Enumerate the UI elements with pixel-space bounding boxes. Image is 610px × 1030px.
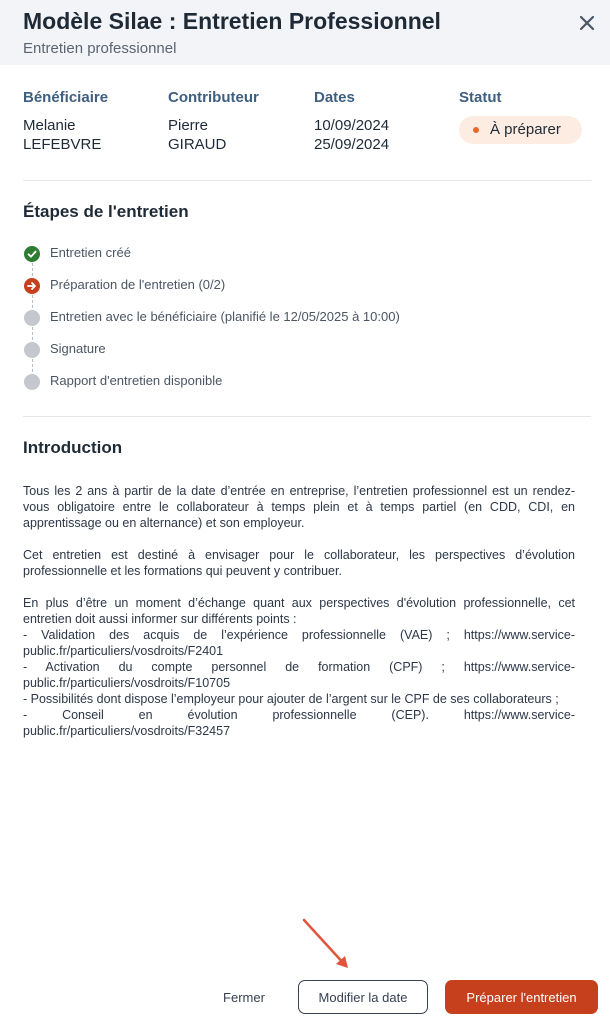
timeline-connector <box>32 295 33 308</box>
intro-paragraph <box>23 595 575 739</box>
interview-info <box>23 89 593 159</box>
step-item <box>23 308 583 328</box>
timeline-connector <box>32 327 33 340</box>
beneficiary-label: Bénéficiaire <box>23 89 109 106</box>
dialog-title: Modèle Silae : Entretien Professionnel <box>23 8 441 34</box>
step-label: Rapport d'entretien disponible <box>50 373 223 388</box>
date-start: 10/09/2024 <box>314 117 390 134</box>
dates-column <box>314 89 454 154</box>
modify-date-button[interactable]: Modifier la date <box>298 980 428 1014</box>
dates-label: Dates <box>314 89 355 106</box>
intro-list-item: - Possibilités dont dispose l’employeur pour ajouter de l’argent sur le CPF de ses collaborateurs ; <box>23 692 559 706</box>
beneficiary-first-name: Melanie <box>23 117 76 134</box>
divider <box>23 180 591 181</box>
contributor-column <box>168 89 308 154</box>
status-badge <box>459 116 582 144</box>
pending-circle-icon <box>24 374 40 390</box>
status-column <box>459 89 599 111</box>
step-item <box>23 276 583 296</box>
pending-circle-icon <box>24 310 40 326</box>
contributor-last-name: GIRAUD <box>168 136 227 153</box>
beneficiary-name <box>23 116 163 154</box>
divider <box>23 416 591 417</box>
annotation-arrow-icon <box>296 912 356 974</box>
intro-list-item: - Conseil en évolution professionnelle (CEP). https://www.service-public.fr/particuliers/vosdroits/F32457 <box>23 708 575 738</box>
step-item <box>23 244 583 264</box>
step-item <box>23 372 583 392</box>
prepare-interview-button[interactable]: Préparer l'entretien <box>445 980 598 1014</box>
date-end: 25/09/2024 <box>314 136 390 153</box>
check-circle-icon <box>24 246 40 262</box>
status-value: À préparer <box>490 121 561 138</box>
introduction-text <box>23 483 575 739</box>
step-label: Signature <box>50 341 106 356</box>
beneficiary-last-name: LEFEBVRE <box>23 136 102 153</box>
status-dot-icon <box>473 127 479 133</box>
intro-paragraph: Tous les 2 ans à partir de la date d’entrée en entreprise, l’entretien professionnel est un rendez-vous obligatoire entre le collaborateur à temps plein et à temps partiel (en CDD, CDI, en apprentissage ou en alternance) et son employeur. <box>23 484 575 530</box>
arrow-circle-icon <box>24 278 40 294</box>
close-dialog-button[interactable]: Fermer <box>223 989 265 1005</box>
contributor-label: Contributeur <box>168 89 259 106</box>
intro-list-heading: En plus d’être un moment d’échange quant aux perspectives d'évolution professionnelle, cet entretien doit aussi informer sur différents points : <box>23 596 575 626</box>
dialog-header <box>0 0 610 65</box>
step-label: Entretien avec le bénéficiaire (planifié le 12/05/2025 à 10:00) <box>50 309 400 324</box>
beneficiary-column <box>23 89 163 154</box>
dates-values <box>314 116 454 154</box>
step-item <box>23 340 583 360</box>
step-label: Entretien créé <box>50 245 131 260</box>
status-label: Statut <box>459 89 502 106</box>
introduction-title: Introduction <box>23 438 123 457</box>
timeline-connector <box>32 359 33 372</box>
intro-list-item: - Validation des acquis de l’expérience professionnelle (VAE) ; https://www.service-public.fr/particuliers/vosdroits/F2401 <box>23 628 575 658</box>
close-icon <box>576 12 598 34</box>
dialog-subtitle: Entretien professionnel <box>23 40 177 57</box>
contributor-first-name: Pierre <box>168 117 209 134</box>
timeline-connector <box>32 263 33 276</box>
step-label: Préparation de l'entretien (0/2) <box>50 277 226 292</box>
close-button[interactable] <box>576 12 598 34</box>
intro-list-item: - Activation du compte personnel de formation (CPF) ; https://www.service-public.fr/particuliers/vosdroits/F10705 <box>23 660 575 690</box>
contributor-name <box>168 116 308 154</box>
intro-paragraph: Cet entretien est destiné à envisager pour le collaborateur, les perspectives d’évolution professionnelle et les formations qui peuvent y contribuer. <box>23 548 575 578</box>
steps-title: Étapes de l'entretien <box>23 202 189 221</box>
pending-circle-icon <box>24 342 40 358</box>
